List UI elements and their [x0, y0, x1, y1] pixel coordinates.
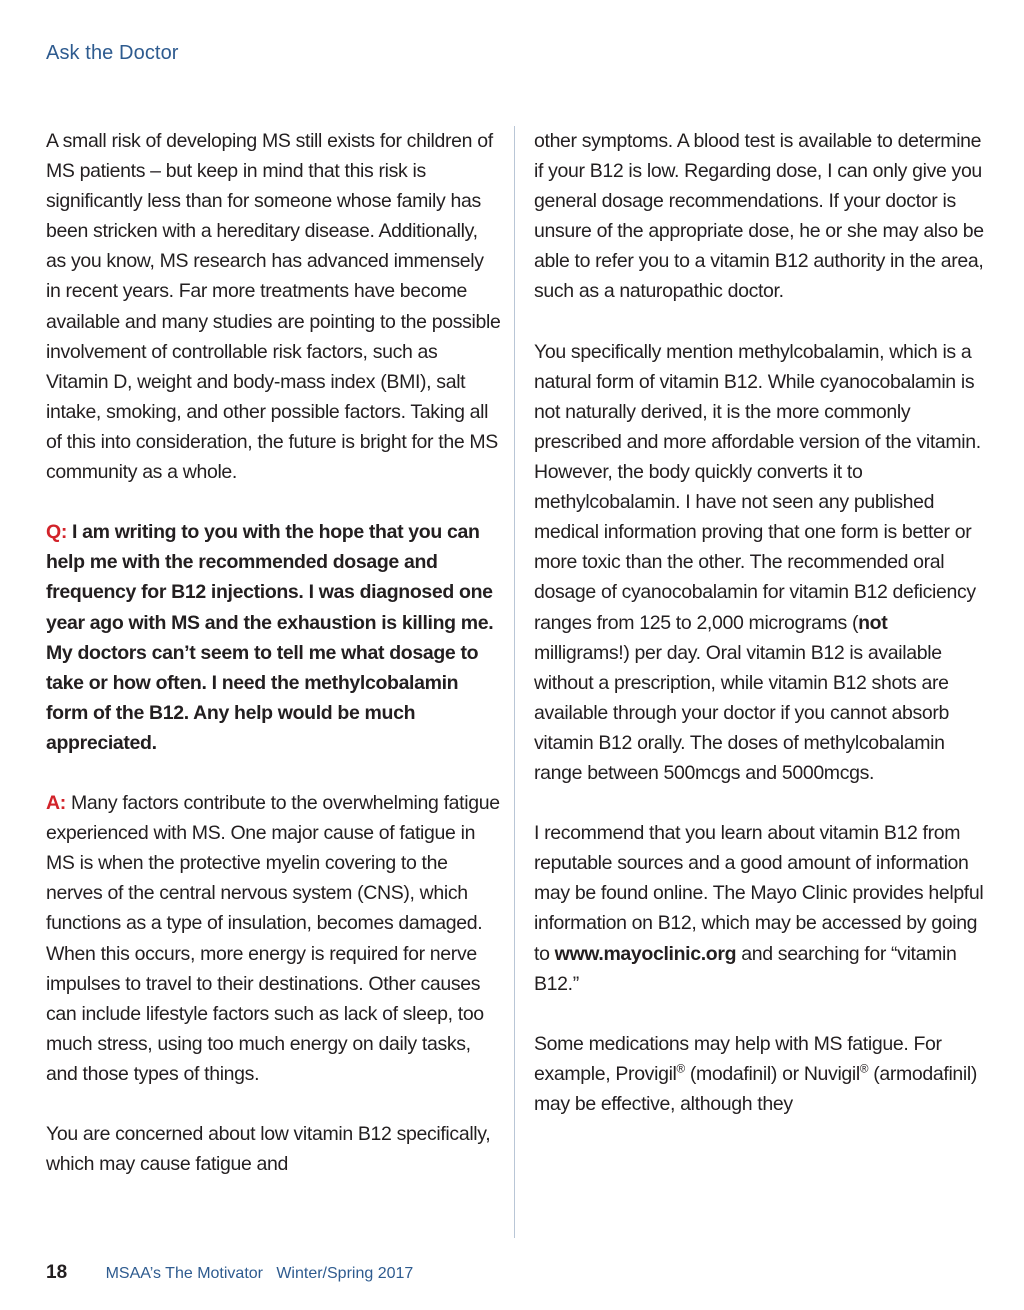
- mayo-clinic-link[interactable]: www.mayoclinic.org: [554, 942, 737, 965]
- recommendation-text-1: I recommend that you learn about vitamin B12 from reputable sources and a good amount of information may be found online. The Mayo Clinic provides helpful information on B12, which may be accessed by going to: [534, 822, 984, 965]
- emphasis-not: not: [858, 611, 888, 634]
- registered-mark: ®: [859, 1062, 869, 1076]
- left-column: [46, 126, 502, 1209]
- medications-paragraph: [534, 1029, 984, 1119]
- publication-name: MSAA’s The Motivator: [105, 1265, 263, 1282]
- page-footer: [46, 1262, 413, 1284]
- medications-text-1: Some medications may help with MS fatigue. For example, Provigil: [534, 1032, 942, 1085]
- recommendation-paragraph: [534, 818, 984, 999]
- column-divider: [514, 126, 515, 1238]
- methylcobalamin-paragraph: [534, 337, 984, 788]
- continued-paragraph: other symptoms. A blood test is available to determine if your B12 is low. Regarding dose, I can only give you general dosage recommendations. If your doctor is unsure of the appropriate dose, he or she may also be able to refer you to a vitamin B12 authority in the area, such as a naturopathic doctor.: [534, 130, 984, 303]
- methylcobalamin-text-2: milligrams!) per day. Oral vitamin B12 is available without a prescription, while vitamin B12 shots are available through your doctor if you cannot absorb vitamin B12 orally. The doses of methylcobalamin range between 500mcgs and 5000mcgs.: [534, 641, 950, 784]
- answer-text: Many factors contribute to the overwhelming fatigue experienced with MS. One major cause of fatigue in MS is when the protective myelin covering to the nerves of the central nervous system (CNS), which functions as a type of insulation, becomes damaged. When this occurs, more energy is required for nerve impulses to travel to their destinations. Other causes can include lifestyle factors such as lack of sleep, too much stress, using too much energy on daily tasks, and those types of things.: [46, 792, 500, 1085]
- page-number: 18: [46, 1262, 68, 1283]
- issue-label: Winter/Spring 2017: [276, 1265, 414, 1282]
- methylcobalamin-text-1: You specifically mention methylcobalamin, which is a natural form of vitamin B12. While cyanocobalamin is not naturally derived, it is the more commonly prescribed and more affordable version of the vitamin. However, the body quickly converts it to methylcobalamin. I have not seen any published medical information proving that one form is better or more toxic than the other. The recommended oral dosage of cyanocobalamin for vitamin B12 deficiency ranges from 125 to 2,000 micrograms (: [534, 340, 981, 634]
- medications-text-2: (modafinil) or Nuvigil: [684, 1062, 860, 1085]
- answer-paragraph-2: You are concerned about low vitamin B12 specifically, which may cause fatigue and: [46, 1123, 491, 1176]
- section-title: Ask the Doctor: [46, 42, 179, 64]
- medications-text-3: (armodafinil) may be effective, although they: [534, 1062, 978, 1115]
- recommendation-text-2: and searching for “vitamin B12.”: [534, 942, 957, 995]
- intro-paragraph: A small risk of developing MS still exists for children of MS patients – but keep in mind that this risk is significantly less than for someone whose family has been stricken with a hereditary disease. Additionally, as you know, MS research has advanced immensely in recent years. Far more treatments have become available and many studies are pointing to the possible involvement of controllable risk factors, such as Vitamin D, weight and body-mass index (BMI), salt intake, smoking, and other possible factors. Taking all of this into consideration, the future is bright for the MS community as a whole.: [46, 130, 501, 484]
- answer-label: A:: [46, 792, 66, 815]
- answer-paragraph: [46, 788, 502, 1089]
- right-column: [534, 126, 984, 1149]
- question-label: Q:: [46, 521, 67, 544]
- registered-mark: ®: [676, 1062, 685, 1076]
- question-text: I am writing to you with the hope that you can help me with the recommended dosage and frequency for B12 injections. I was diagnosed one year ago with MS and the exhaustion is killing me. My doctors can’t seem to tell me what dosage to take or how often. I need the methylcobalamin form of the B12. Any help would be much appreciated.: [46, 521, 494, 754]
- question-paragraph: [46, 517, 502, 758]
